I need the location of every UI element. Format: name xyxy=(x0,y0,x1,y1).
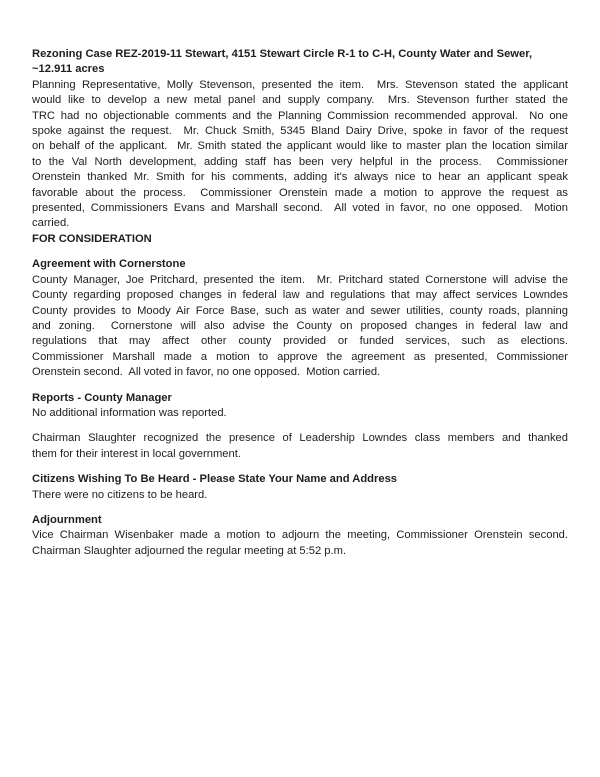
text-line: on behalf of the applicant. Mr. Smith stated the applicant would like to master plan the location similar xyxy=(32,140,568,153)
heading-line: Adjournment xyxy=(32,513,102,526)
text-line: to the Val North development, adding staff has been very helpful in the process. Commissioner xyxy=(32,155,568,168)
text-line: County Manager, Joe Pritchard, presented the item. Mr. Pritchard stated Cornerstone will advise the xyxy=(32,273,568,286)
text-line: County regarding proposed changes in federal law and regulations that may affect services Lowndes xyxy=(32,289,568,302)
text-line: favorable about the process. Commissioner Orenstein made a motion to approve the request as xyxy=(32,186,568,199)
heading-line: ~12.911 acres xyxy=(32,63,105,76)
text-line: carried. xyxy=(32,217,70,230)
text-line: presented, Commissioners Evans and Marshall second. All voted in favor, no one opposed. Motion xyxy=(32,202,568,215)
heading-line: Citizens Wishing To Be Heard - Please State Your Name and Address xyxy=(32,473,398,486)
text-line: them for their interest in local government. xyxy=(32,447,241,460)
section-heading xyxy=(32,513,568,528)
text-line: There were no citizens to be heard. xyxy=(32,488,208,501)
paragraph xyxy=(32,528,568,559)
text-line: would like to develop a new metal panel and supply company. Mrs. Stevenson further stated the xyxy=(32,94,568,107)
paragraph xyxy=(32,406,568,421)
text-line: regulations that may affect other county provided or funded services, such as elections. xyxy=(32,335,568,348)
heading-line: FOR CONSIDERATION xyxy=(32,232,152,245)
section-heading xyxy=(32,47,568,78)
heading-line: Rezoning Case REZ-2019-11 Stewart, 4151 Stewart Circle R-1 to C-H, County Water and Sewer, xyxy=(32,48,533,60)
heading-line: Reports - County Manager xyxy=(32,391,172,404)
section-heading xyxy=(32,257,568,272)
section-heading xyxy=(32,391,568,406)
text-line: Planning Representative, Molly Stevenson, presented the item. Mrs. Stevenson stated the applicant xyxy=(32,78,568,91)
text-line: Vice Chairman Wisenbaker made a motion to adjourn the meeting, Commissioner Orenstein second. xyxy=(32,529,568,542)
text-line: Orenstein second. All voted in favor, no one opposed. Motion carried. xyxy=(32,366,381,379)
text-line: spoke against the request. Mr. Chuck Smith, 5345 Bland Dairy Drive, spoke in favor of the request xyxy=(32,125,568,138)
text-line: County provides to Moody Air Force Base, such as water and sewer utilities, county roads, planning xyxy=(32,304,568,317)
heading-line: Agreement with Cornerstone xyxy=(32,258,186,271)
text-line: No additional information was reported. xyxy=(32,406,227,419)
text-line: and zoning. Cornerstone will also advise the County on proposed changes in federal law and xyxy=(32,319,568,332)
paragraph xyxy=(32,273,568,381)
paragraph xyxy=(32,431,568,462)
section-heading xyxy=(32,472,568,487)
paragraph xyxy=(32,488,568,503)
text-line: Orenstein thanked Mr. Smith for his comments, adding it's always nice to hear an applicant speak xyxy=(32,171,568,184)
section-heading xyxy=(32,232,568,247)
text-line: TRC had no objectionable comments and the Planning Commission recommended approval. No one xyxy=(32,109,568,122)
text-line: Commissioner Marshall made a motion to approve the agreement as presented, Commissioner xyxy=(32,350,568,363)
text-line: Chairman Slaughter adjourned the regular meeting at 5:52 p.m. xyxy=(32,544,347,557)
paragraph xyxy=(32,78,568,232)
text-line: Chairman Slaughter recognized the presence of Leadership Lowndes class members and thanked xyxy=(32,432,568,445)
document-page xyxy=(32,47,568,559)
